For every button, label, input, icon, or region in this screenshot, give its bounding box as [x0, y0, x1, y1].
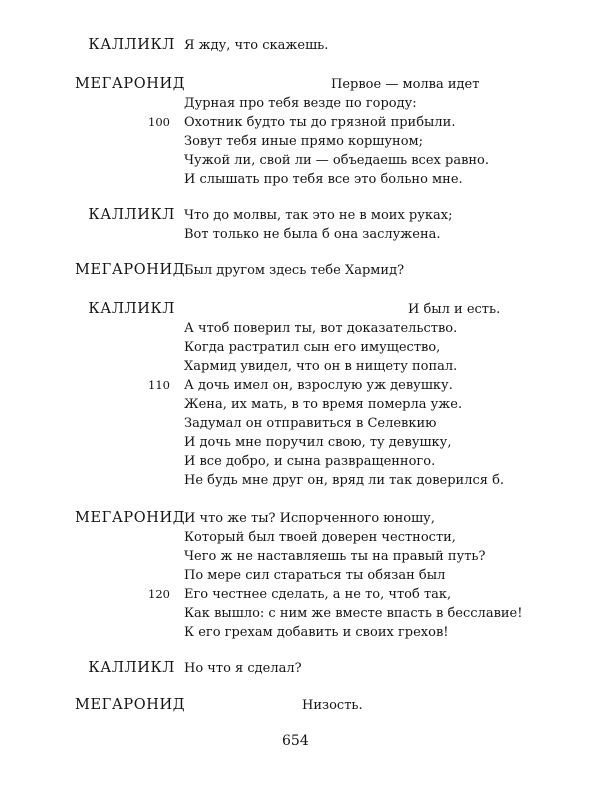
verse-line: К его грехам добавить и своих грехов!	[184, 625, 449, 640]
line-number: 100	[148, 115, 170, 129]
verse-line: Зовут тебя иные прямо коршуном;	[184, 134, 424, 149]
verse-line: Его честнее сделать, а не то, чтоб так,	[184, 587, 452, 602]
verse-line: Задумал он отправиться в Селевкию	[184, 416, 437, 431]
line-number: 110	[148, 378, 170, 392]
speaker-kallikl: КАЛЛИКЛ	[88, 37, 175, 53]
verse-line: По мере сил стараться ты обязан был	[184, 568, 446, 583]
verse-line: Дурная про тебя везде по городу:	[184, 96, 417, 111]
verse-line: Что до молвы, так это не в моих руках;	[184, 208, 453, 223]
verse-line: Я жду, что скажешь.	[184, 38, 329, 53]
verse-line: И дочь мне поручил свою, ту девушку,	[184, 435, 452, 450]
verse-line: Который был твоей доверен честности,	[184, 530, 456, 545]
verse-line: Не будь мне друг он, вряд ли так доверился б.	[184, 473, 505, 488]
page-number: 654	[282, 733, 309, 749]
verse-line: Как вышло: с ним же вместе впасть в бесславие!	[184, 606, 523, 621]
line-number: 120	[148, 587, 170, 601]
verse-line: И был и есть.	[408, 302, 501, 317]
verse-line: А дочь имел он, взрослую уж девушку.	[184, 378, 453, 393]
speaker-megaronid: МЕГАРОНИД	[75, 510, 186, 526]
speaker-kallikl: КАЛЛИКЛ	[88, 660, 175, 676]
speaker-kallikl: КАЛЛИКЛ	[88, 207, 175, 223]
verse-line: Был другом здесь тебе Хармид?	[184, 263, 405, 278]
verse-line: Жена, их мать, в то время померла уже.	[184, 397, 463, 412]
speaker-megaronid: МЕГАРОНИД	[75, 697, 186, 713]
verse-line: Хармид увидел, что он в нищету попал.	[184, 359, 458, 374]
verse-line: Но что я сделал?	[184, 661, 302, 676]
speaker-megaronid: МЕГАРОНИД	[75, 76, 186, 92]
speaker-kallikl: КАЛЛИКЛ	[88, 301, 175, 317]
verse-line: Когда растратил сын его имущество,	[184, 340, 441, 355]
verse-line: Вот только не была б она заслужена.	[184, 227, 441, 242]
verse-line: А чтоб поверил ты, вот доказательство.	[184, 321, 458, 336]
verse-line: И что же ты? Испорченного юношу,	[184, 511, 435, 526]
verse-line: И слышать про тебя все это больно мне.	[184, 172, 463, 187]
verse-line: Низость.	[302, 698, 363, 713]
verse-line: И все добро, и сына развращенного.	[184, 454, 436, 469]
verse-line: Чужой ли, свой ли — объедаешь всех равно.	[184, 153, 490, 168]
speaker-megaronid: МЕГАРОНИД	[75, 262, 186, 278]
verse-line: Чего ж не наставляешь ты на правый путь?	[184, 549, 486, 564]
verse-line: Охотник будто ты до грязной прибыли.	[184, 115, 456, 130]
verse-line: Первое — молва идет	[331, 77, 480, 92]
